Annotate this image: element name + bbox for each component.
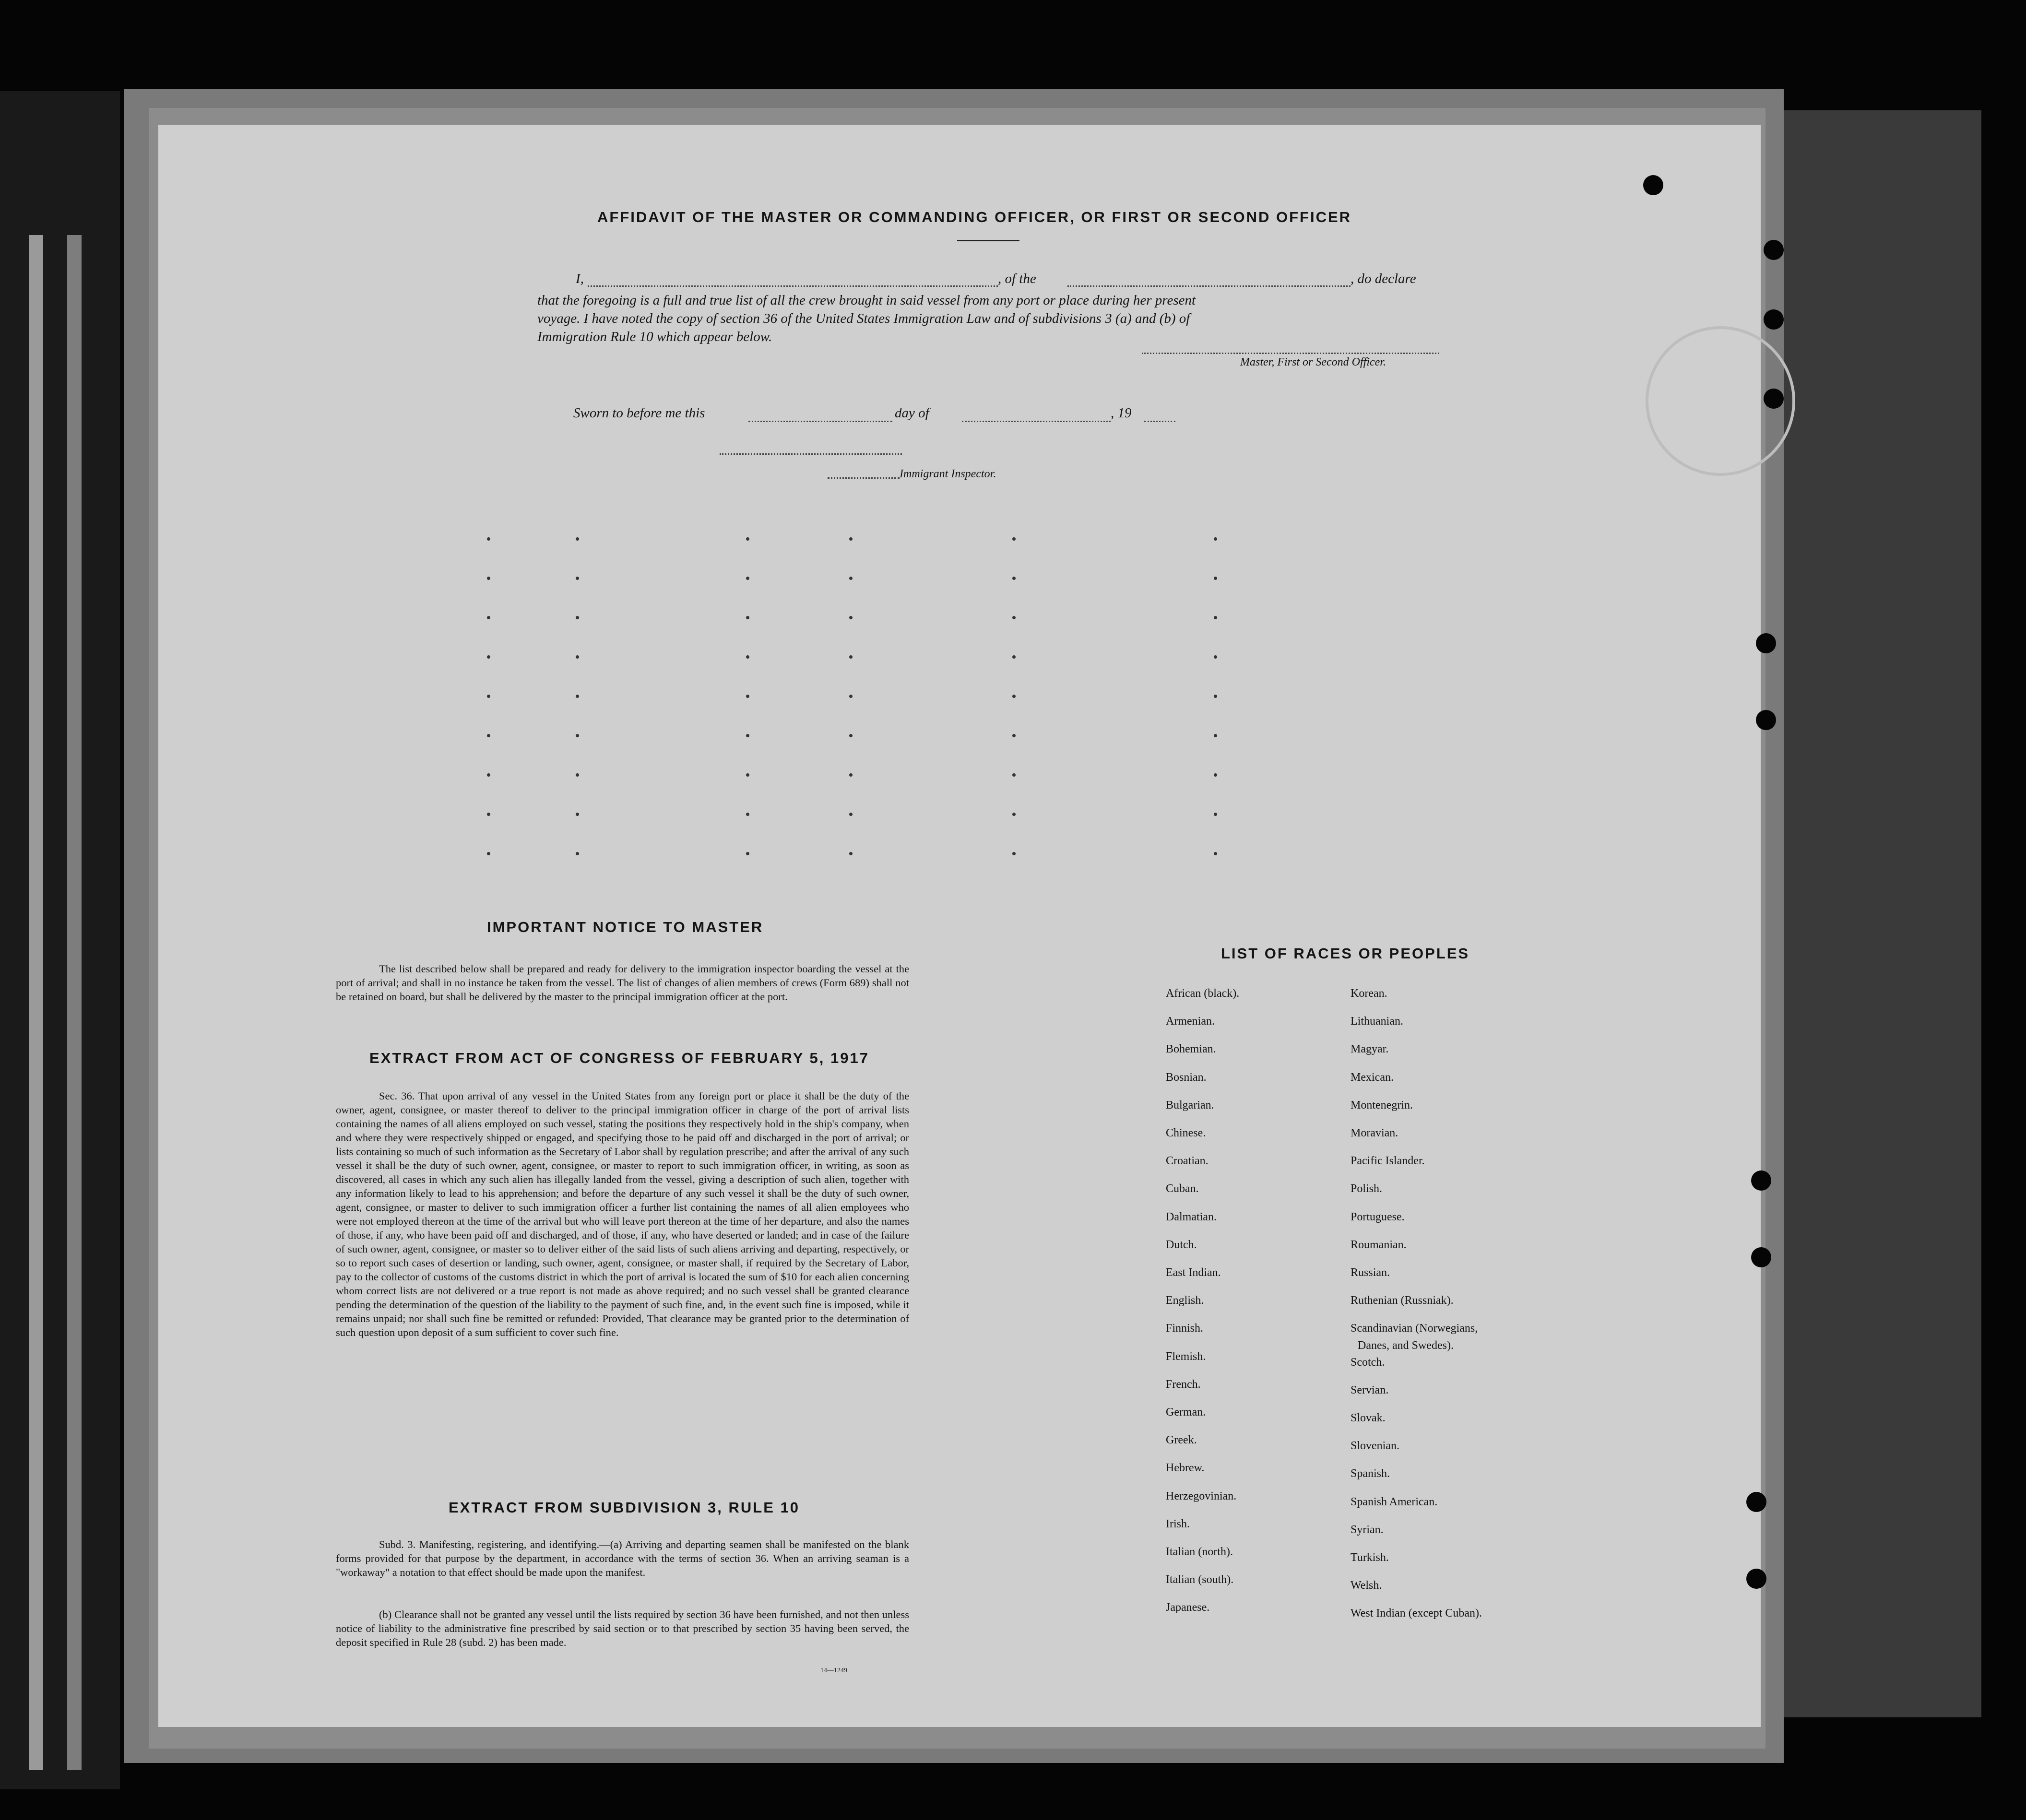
- ledger-dot: [1214, 537, 1217, 541]
- ledger-dot: [849, 695, 853, 698]
- ledger-dot: [576, 734, 579, 737]
- ledger-dot: [1214, 695, 1217, 698]
- ledger-dot: [849, 734, 853, 737]
- ledger-dot: [487, 852, 490, 855]
- sworn-label: Sworn to before me this: [573, 405, 705, 421]
- binder-hole: [1746, 1569, 1766, 1589]
- race-item: Syrian.: [1351, 1523, 1384, 1536]
- ledger-dot: [849, 616, 853, 619]
- race-item: East Indian.: [1166, 1266, 1221, 1279]
- sworn-month-line[interactable]: [962, 421, 1111, 422]
- sworn-year-line[interactable]: [1144, 421, 1175, 422]
- page-edge-strip: [67, 235, 82, 1770]
- race-item: Italian (south).: [1166, 1573, 1234, 1586]
- race-item: Bosnian.: [1166, 1071, 1207, 1084]
- ledger-dot: [849, 537, 853, 541]
- race-item: Scandinavian (Norwegians,: [1351, 1322, 1478, 1335]
- ledger-dot: [576, 813, 579, 816]
- sworn-day-line[interactable]: [748, 421, 892, 422]
- ledger-dot: [1012, 695, 1016, 698]
- day-of-label: day of: [895, 405, 929, 421]
- inspector-signature-line[interactable]: [720, 453, 902, 455]
- act-extract-body: Sec. 36. That upon arrival of any vessel in the United States from any foreign port or place it shall be the duty of the owner, agent, consignee, or master thereof to deliver to the principal immigration officer in charge of the port of arrival lists containing the names of all aliens employed on such vessel, stating the positions they respectively hold in the ship's company, when and where they were respectively shipped or engaged, and specifying those to be paid off and discharged in the port of arrival; or lists containing so much of such information as the Secretary of Labor shall by regulation prescribe; and after the arrival of any such vessel it shall be the duty of such owner, agent, consignee, or master to report to such immigration officer, in writing, as soon as discovered, all cases in which any such alien has illegally landed from the vessel, giving a description of such alien, together with any information likely to lead to his apprehension; and before the departure of any such vessel it shall be the duty of such owner, agent, consignee, or master to deliver to such immigration officer a further list containing the names of all alien employees who were not employed thereon at the time of the arrival but who will leave port thereon at the time of her departure, and also the names of those, if any, who have been paid off and discharged, and of those, if any, who have deserted or landed; and in case of the failure of such owner, agent, consignee, or master so to deliver either of the said lists of such aliens arriving and departing, respectively, or so to report such cases of desertion or landing, such owner, agent, consignee, or master shall, if required by the Secretary of Labor, pay to the collector of customs of the customs district in which the port of arrival is located the sum of $10 for each alien concerning whom correct lists are not delivered or a true report is not made as above required; and no such vessel shall be granted clearance pending the determination of the question of the liability to the payment of such fine, and, in the event such fine is imposed, while it remains unpaid; nor shall such fine be remitted or refunded: Provided, That clearance may be granted prior to the determination of such question upon deposit of a sum sufficient to cover such fine.: [336, 1090, 909, 1338]
- race-item: Montenegrin.: [1351, 1099, 1413, 1111]
- ledger-dot: [1214, 655, 1217, 659]
- race-item: West Indian (except Cuban).: [1351, 1607, 1482, 1620]
- binder-hole: [1746, 1492, 1766, 1512]
- ledger-dot: [1012, 813, 1016, 816]
- race-item: Ruthenian (Russniak).: [1351, 1294, 1454, 1307]
- race-item: Croatian.: [1166, 1155, 1208, 1168]
- race-item: Bulgarian.: [1166, 1099, 1214, 1111]
- affidavit-title: AFFIDAVIT OF THE MASTER OR COMMANDING OFFICER, OR FIRST OR SECOND OFFICER: [597, 209, 1352, 225]
- ledger-dot: [576, 655, 579, 659]
- ledger-dot: [576, 773, 579, 777]
- binder-hole: [1643, 175, 1663, 195]
- ledger-dot: [487, 655, 490, 659]
- notice-title: IMPORTANT NOTICE TO MASTER: [487, 919, 764, 935]
- left-edge-pages: [0, 91, 120, 1789]
- ledger-dot: [849, 813, 853, 816]
- document-page: [158, 125, 1761, 1727]
- race-item: Bohemian.: [1166, 1043, 1216, 1056]
- ledger-dot: [746, 773, 749, 777]
- race-item: Japanese.: [1166, 1601, 1210, 1614]
- ledger-dot: [1214, 773, 1217, 777]
- race-item: English.: [1166, 1294, 1204, 1307]
- affidavit-line-2: that the foregoing is a full and true list of all the crew brought in said vessel from any port or place during her present: [537, 293, 1196, 308]
- ledger-dot: [746, 537, 749, 541]
- binder-hole: [1764, 240, 1784, 260]
- ledger-dot: [746, 655, 749, 659]
- ledger-dot: [1012, 773, 1016, 777]
- ledger-dot: [487, 695, 490, 698]
- race-item: Moravian.: [1351, 1127, 1398, 1139]
- race-item: Spanish American.: [1351, 1495, 1438, 1508]
- race-item: Armenian.: [1166, 1015, 1215, 1028]
- ledger-dot: [1214, 813, 1217, 816]
- ledger-dot: [849, 852, 853, 855]
- signature-caption: Master, First or Second Officer.: [1240, 356, 1386, 368]
- officer-signature-line[interactable]: [1142, 353, 1439, 354]
- ledger-dot: [1012, 655, 1016, 659]
- race-item: Russian.: [1351, 1266, 1390, 1279]
- ledger-dot: [487, 577, 490, 580]
- ledger-dot: [576, 577, 579, 580]
- race-item: Chinese.: [1166, 1127, 1206, 1139]
- ledger-dot: [487, 616, 490, 619]
- year-label: , 19: [1111, 405, 1132, 421]
- race-item: Finnish.: [1166, 1322, 1204, 1335]
- ledger-dot: [576, 695, 579, 698]
- ledger-dot: [1214, 734, 1217, 737]
- ledger-dot: [487, 537, 490, 541]
- ledger-dot: [746, 616, 749, 619]
- ledger-dot: [576, 852, 579, 855]
- binder-hole: [1756, 633, 1776, 653]
- race-item: Flemish.: [1166, 1350, 1206, 1363]
- affidavit-of-the-label: , of the: [998, 271, 1036, 286]
- affidavit-do-declare-label: , do declare: [1351, 271, 1416, 286]
- ledger-dot: [576, 537, 579, 541]
- ledger-dot: [746, 813, 749, 816]
- race-item: Polish.: [1351, 1182, 1383, 1195]
- race-item: Irish.: [1166, 1517, 1190, 1530]
- act-extract-title: EXTRACT FROM ACT OF CONGRESS OF FEBRUARY 5, 1917: [369, 1050, 869, 1066]
- ledger-dot: [1012, 577, 1016, 580]
- binder-hole: [1751, 1170, 1771, 1191]
- rule-extract-para-a: Subd. 3. Manifesting, registering, and identifying.—(a) Arriving and departing seamen shall be manifested on the blank forms provided for that purpose by the department, in accordance with the terms of section 36. When an arriving seaman is a "workaway" a notation to that effect should be made upon the manifest.: [336, 1538, 909, 1578]
- ledger-dot: [1214, 616, 1217, 619]
- ledger-dot: [746, 734, 749, 737]
- rule-extract-title: EXTRACT FROM SUBDIVISION 3, RULE 10: [449, 1499, 800, 1516]
- binder-hole: [1764, 389, 1784, 409]
- master-name-line[interactable]: [588, 285, 998, 287]
- race-item: Dutch.: [1166, 1238, 1197, 1251]
- race-item: Hebrew.: [1166, 1462, 1205, 1475]
- ledger-dot: [746, 577, 749, 580]
- ledger-dot: [849, 655, 853, 659]
- race-item-continuation: Danes, and Swedes).: [1358, 1339, 1454, 1352]
- race-item: African (black).: [1166, 987, 1240, 1000]
- race-item: Lithuanian.: [1351, 1015, 1403, 1028]
- inspector-caption: Immigrant Inspector.: [900, 468, 996, 480]
- notice-body: The list described below shall be prepared and ready for delivery to the immigration inspector boarding the vessel at the port of arrival; and shall in no instance be taken from the vessel. The list of changes of alien members of crews (Form 689) shall not be retained on board, but shall be delivered by the master to the principal immigration officer at the port.: [336, 963, 909, 1003]
- ledger-dot: [746, 852, 749, 855]
- page-edge-strip: [29, 235, 43, 1770]
- race-item: Magyar.: [1351, 1043, 1389, 1056]
- race-item: French.: [1166, 1378, 1201, 1391]
- ledger-dot: [576, 616, 579, 619]
- affidavit-line-4: Immigration Rule 10 which appear below.: [537, 329, 772, 344]
- affidavit-i-label: I,: [576, 271, 584, 286]
- ledger-dot: [849, 773, 853, 777]
- race-item: Scotch.: [1351, 1356, 1385, 1369]
- ledger-dot: [1214, 577, 1217, 580]
- vessel-name-line[interactable]: [1067, 285, 1351, 287]
- race-item: Korean.: [1351, 987, 1387, 1000]
- ledger-dot: [487, 813, 490, 816]
- ledger-dot: [1214, 852, 1217, 855]
- ledger-dot: [487, 734, 490, 737]
- race-item: Slovenian.: [1351, 1440, 1399, 1453]
- race-item: German.: [1166, 1406, 1206, 1418]
- ledger-dot: [1012, 734, 1016, 737]
- race-item: Slovak.: [1351, 1412, 1386, 1424]
- binder-hole: [1756, 710, 1776, 730]
- race-item: Italian (north).: [1166, 1546, 1233, 1558]
- ledger-dot: [487, 773, 490, 777]
- binder-hole: [1751, 1247, 1771, 1267]
- ledger-dot: [1012, 616, 1016, 619]
- rule-extract-para-b: (b) Clearance shall not be granted any vessel until the lists required by section 36 have been furnished, and not then unless notice of liability to the administrative fine prescribed by said section or to that prescribed by section 35 having been served, the deposit specified in Rule 28 (subd. 2) has been made.: [336, 1608, 909, 1648]
- race-item: Mexican.: [1351, 1071, 1394, 1084]
- form-number: 14—1249: [820, 1667, 847, 1674]
- race-item: Greek.: [1166, 1434, 1197, 1447]
- affidavit-line-3: voyage. I have noted the copy of section 36 of the United States Immigration Law and of subdivisions 3 (a) and (b) of: [537, 311, 1190, 326]
- race-item: Dalmatian.: [1166, 1210, 1217, 1223]
- races-title: LIST OF RACES OR PEOPLES: [1221, 945, 1470, 962]
- inspector-sig-extension: [828, 477, 900, 479]
- race-item: Servian.: [1351, 1383, 1389, 1396]
- title-underline: [957, 240, 1019, 241]
- race-item: Turkish.: [1351, 1551, 1389, 1564]
- race-item: Spanish.: [1351, 1467, 1390, 1480]
- binder-hole: [1764, 309, 1784, 330]
- race-item: Cuban.: [1166, 1182, 1199, 1195]
- race-item: Pacific Islander.: [1351, 1155, 1425, 1168]
- ledger-dot: [849, 577, 853, 580]
- binder-shadow: [1756, 110, 1981, 1717]
- race-item: Herzegovinian.: [1166, 1489, 1237, 1502]
- race-item: Portuguese.: [1351, 1210, 1405, 1223]
- ledger-dot: [1012, 537, 1016, 541]
- race-item: Roumanian.: [1351, 1238, 1407, 1251]
- race-item: Welsh.: [1351, 1579, 1382, 1592]
- ledger-dot: [746, 695, 749, 698]
- ledger-dot: [1012, 852, 1016, 855]
